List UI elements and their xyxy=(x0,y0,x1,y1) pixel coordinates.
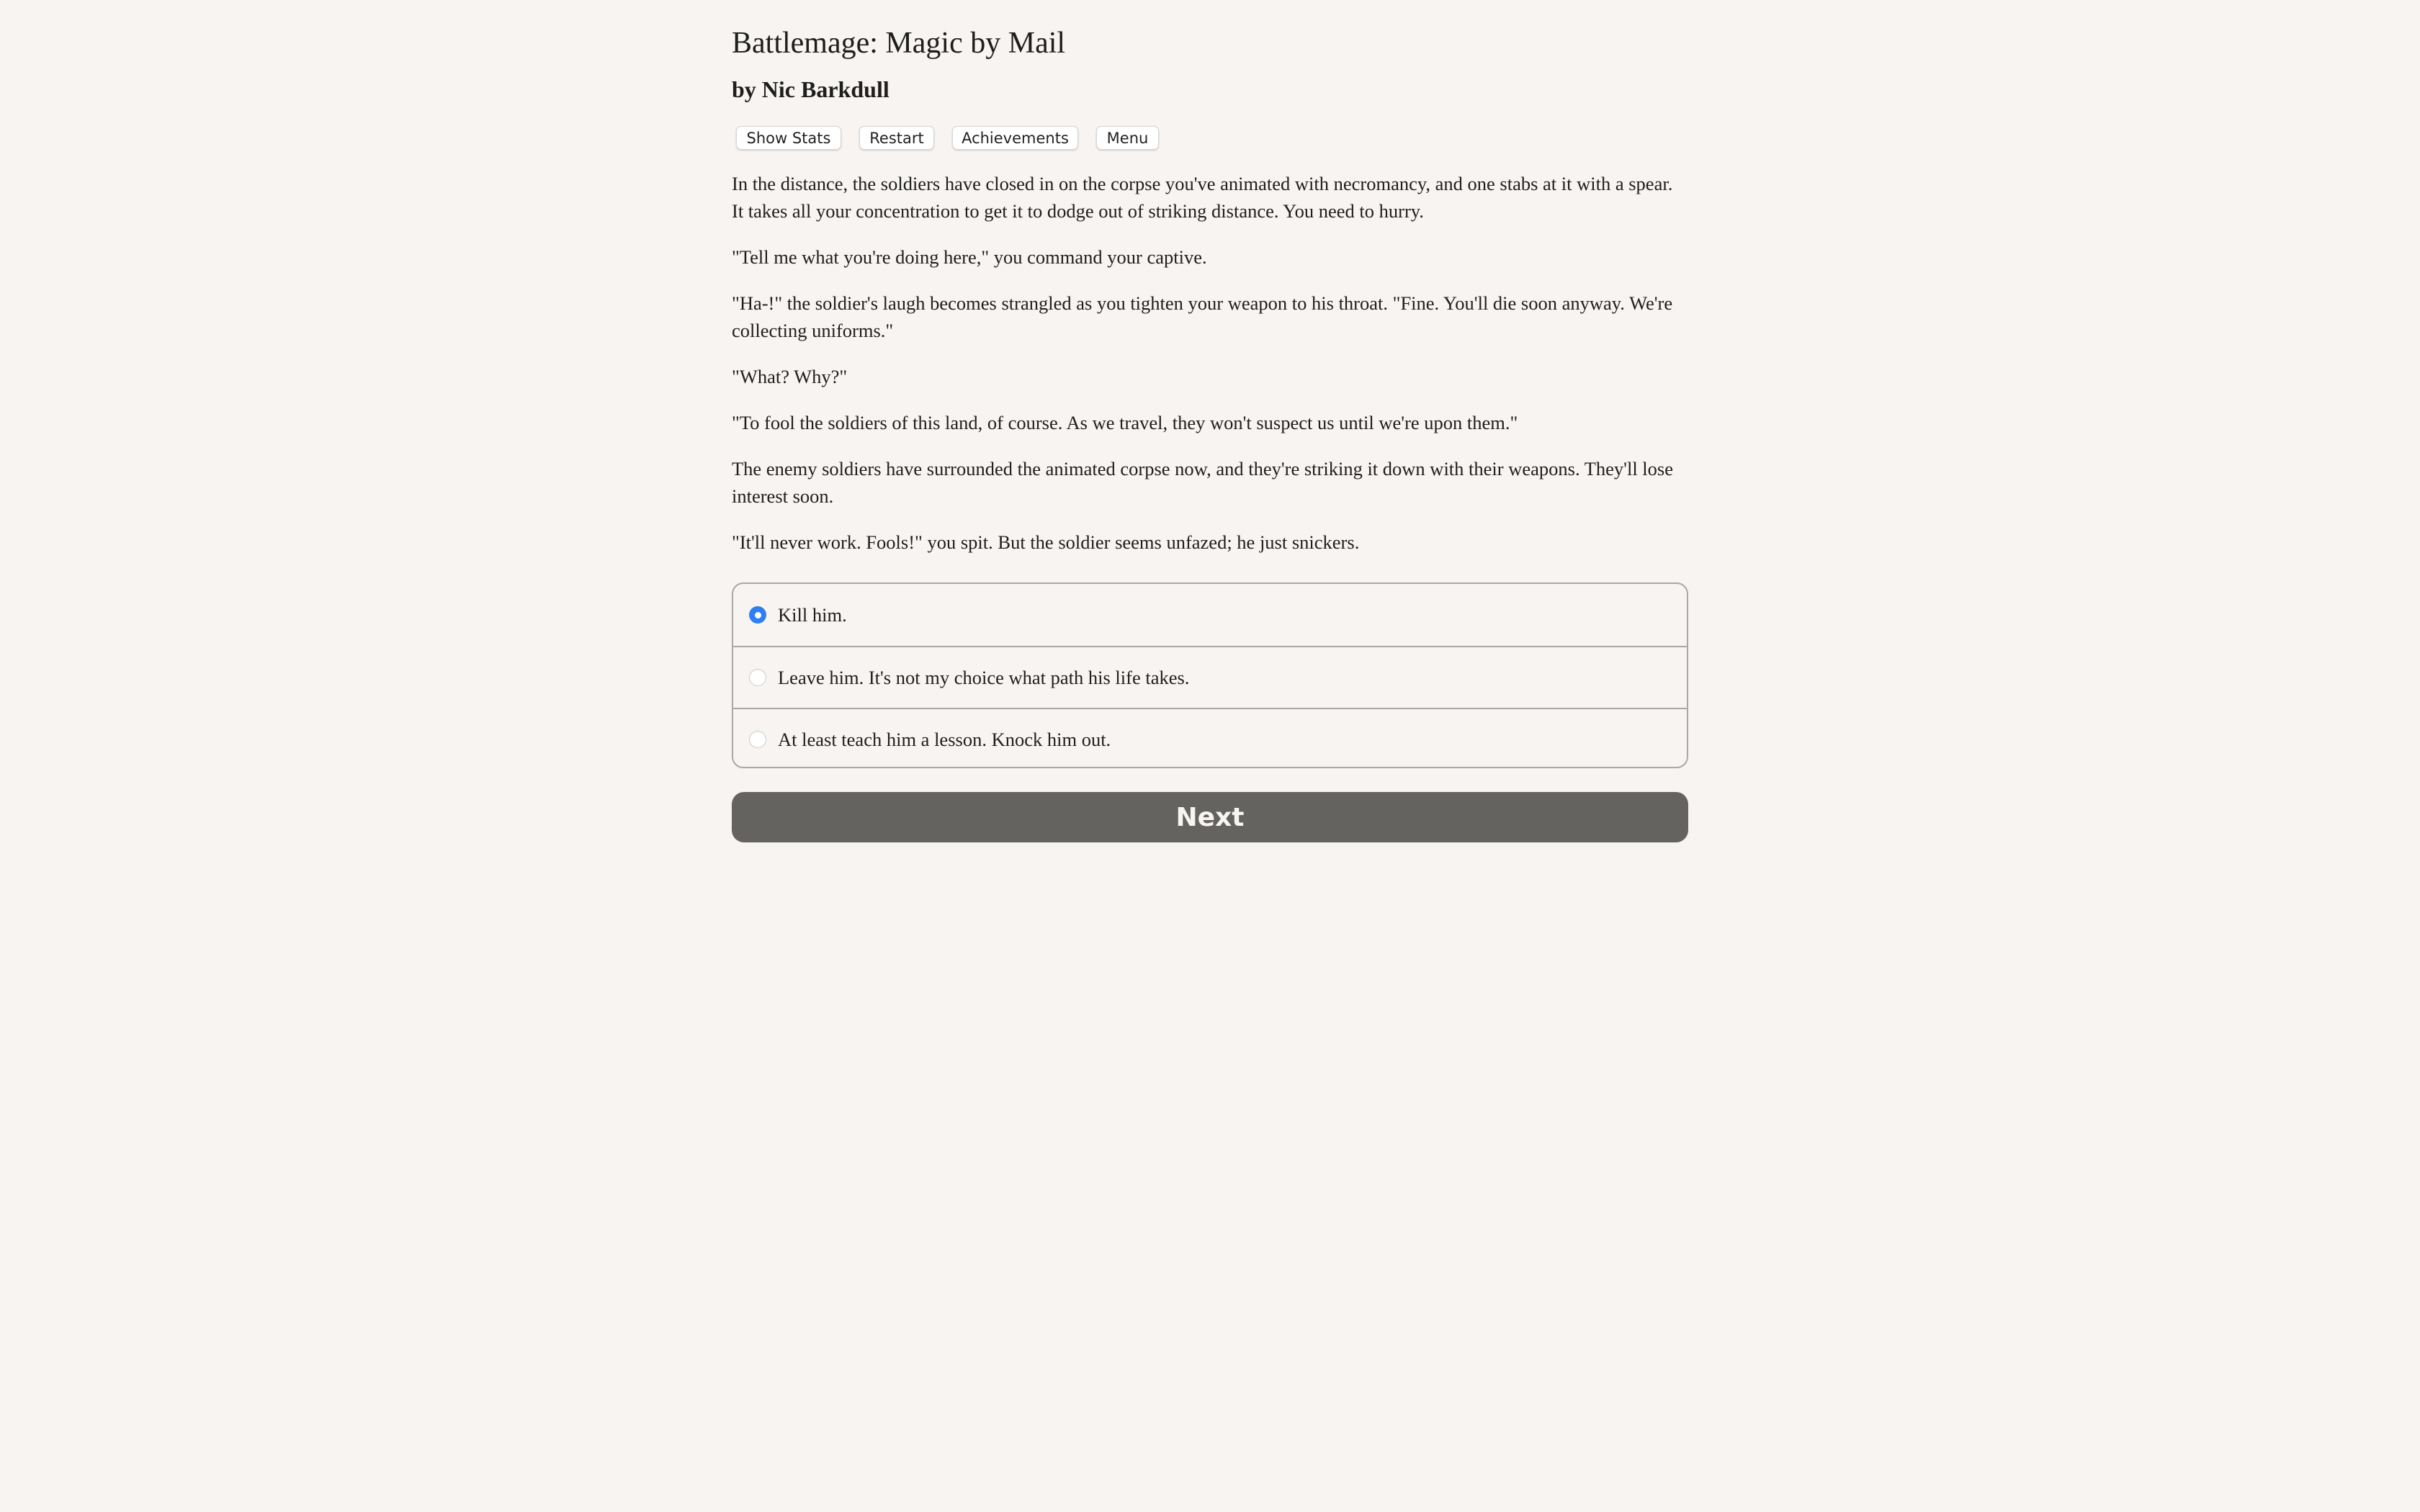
story-paragraph: In the distance, the soldiers have closed in on the corpse you've animated with necromancy, and one stabs at it with a spear. It takes all your concentration to get it to dodge out of striking distance. You need to hurry. xyxy=(732,173,1673,222)
achievements-button[interactable]: Achievements xyxy=(952,126,1078,150)
story-paragraph: "It'll never work. Fools!" you spit. But the soldier seems unfazed; he just snickers. xyxy=(732,531,1360,553)
menu-button[interactable]: Menu xyxy=(1096,126,1159,150)
radio-unselected-icon[interactable] xyxy=(749,731,766,748)
story-paragraph: "Tell me what you're doing here," you command your captive. xyxy=(732,246,1207,268)
choice-option-kill[interactable] xyxy=(733,584,1687,646)
next-button[interactable]: Next xyxy=(732,792,1688,842)
game-author: by Nic Barkdull xyxy=(732,76,889,102)
restart-button[interactable]: Restart xyxy=(859,126,934,150)
radio-unselected-icon[interactable] xyxy=(749,669,766,686)
story-paragraph: "What? Why?" xyxy=(732,366,848,387)
choice-option-knock-out[interactable] xyxy=(733,708,1687,768)
choice-label: Leave him. It's not my choice what path his life takes. xyxy=(778,666,1190,688)
show-stats-button[interactable]: Show Stats xyxy=(736,126,841,150)
story-paragraph: "To fool the soldiers of this land, of course. As we travel, they won't suspect us until we're upon them." xyxy=(732,412,1518,433)
story-paragraph: "Ha-!" the soldier's laugh becomes strangled as you tighten your weapon to his throat. "Fine. You'll die soon anyway. We're collecting uniforms." xyxy=(732,292,1673,341)
game-title: Battlemage: Magic by Mail xyxy=(732,27,1066,60)
story-text xyxy=(732,170,1688,575)
choice-option-leave[interactable] xyxy=(733,646,1687,708)
radio-selected-icon[interactable] xyxy=(749,606,766,624)
choice-list xyxy=(732,582,1688,768)
story-paragraph: The enemy soldiers have surrounded the animated corpse now, and they're striking it down with their weapons. They'll lose interest soon. xyxy=(732,458,1673,507)
choice-label: Kill him. xyxy=(778,603,847,626)
choice-label: At least teach him a lesson. Knock him out. xyxy=(778,728,1111,750)
